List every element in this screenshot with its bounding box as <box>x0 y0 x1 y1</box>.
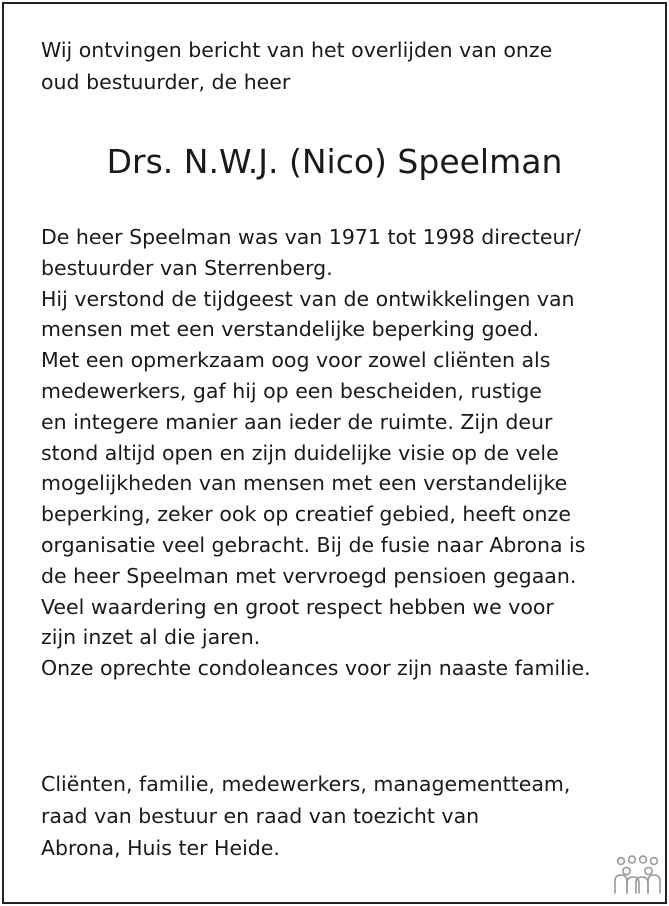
body-line: mensen met een verstandelijke beperking goed. <box>41 317 540 342</box>
obituary-card <box>2 2 667 904</box>
body-line: zijn inzet al die jaren. <box>41 625 261 650</box>
body-line: organisatie veel gebracht. Bij de fusie naar Abrona is <box>41 532 586 557</box>
body-line: Onze oprechte condoleances voor zijn naaste familie. <box>41 656 591 681</box>
body-text <box>41 222 651 684</box>
intro-text <box>41 34 641 98</box>
body-line: beperking, zeker ook op creatief gebied, heeft onze <box>41 502 571 527</box>
intro-line: oud bestuurder, de heer <box>41 70 291 94</box>
body-line: Veel waardering en groot respect hebben we voor <box>41 594 554 619</box>
body-line: en integere manier aan ieder de ruimte. Zijn deur <box>41 409 553 434</box>
body-line: de heer Speelman met vervroegd pensioen gegaan. <box>41 563 577 588</box>
people-group-icon <box>612 855 662 895</box>
body-line: De heer Speelman was van 1971 tot 1998 directeur/ <box>41 225 581 249</box>
deceased-name: Drs. N.W.J. (Nico) Speelman <box>106 142 563 181</box>
closing-line: Cliënten, familie, medewerkers, managementteam, <box>41 772 571 796</box>
body-line: mogelijkheden van mensen met een verstandelijke <box>41 471 568 496</box>
body-line: Met een opmerkzaam oog voor zowel cliënten als <box>41 348 551 373</box>
closing-signature <box>41 768 651 864</box>
closing-line: raad van bestuur en raad van toezicht van <box>41 804 480 828</box>
body-line: medewerkers, gaf hij op een bescheiden, rustige <box>41 378 542 403</box>
body-line: bestuurder van Sterrenberg. <box>41 255 333 280</box>
closing-line: Abrona, Huis ter Heide. <box>41 836 280 860</box>
body-line: stond altijd open en zijn duidelijke visie op de vele <box>41 440 559 465</box>
intro-line: Wij ontvingen bericht van het overlijden van onze <box>41 38 553 62</box>
body-line: Hij verstond de tijdgeest van de ontwikkelingen van <box>41 286 575 311</box>
